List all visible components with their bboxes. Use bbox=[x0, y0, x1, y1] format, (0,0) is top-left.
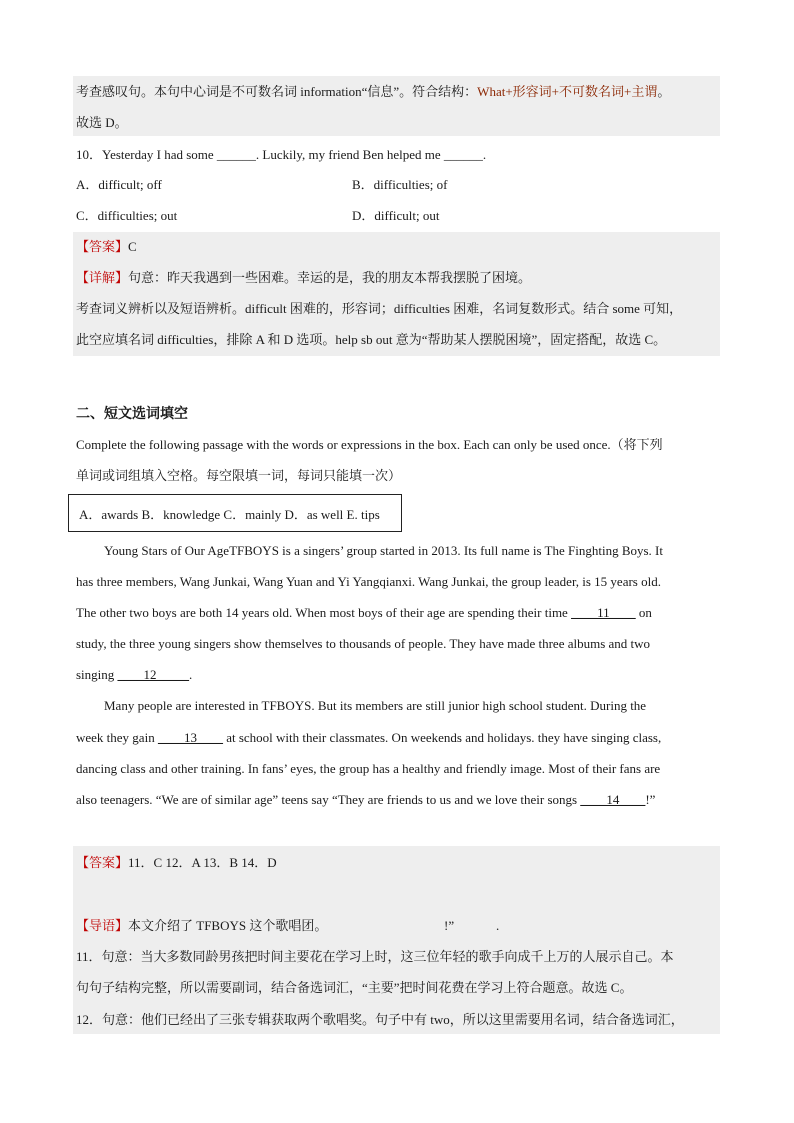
answer-label: 【答案】 bbox=[76, 855, 129, 870]
passage-line: Many people are interested in TFBOYS. But its members are still junior high school student. During the bbox=[104, 698, 647, 713]
passage-line: Young Stars of Our AgeTFBOYS is a singers’ group started in 2013. Its full name is The Finghting Boys. It bbox=[104, 543, 663, 558]
question-10: 10．Yesterday I had some ______. Luckily, my friend Ben helped me ______. bbox=[76, 147, 487, 162]
passage-text: also teenagers. “We are of similar age” teens say “They are friends to us and we love their songs bbox=[76, 792, 581, 807]
instruction-line-1: Complete the following passage with the words or expressions in the box. Each can only be used once.（将下列 bbox=[76, 437, 663, 452]
section-title: 二、短文选词填空 bbox=[76, 406, 188, 422]
blank-14: ____14____ bbox=[580, 792, 646, 807]
detail-line bbox=[76, 268, 531, 288]
option-d: D．difficult; out bbox=[352, 208, 440, 223]
answer-line bbox=[76, 237, 137, 257]
word-box-text: A．awards B．knowledge C．mainly D．as well E. tips bbox=[79, 507, 380, 522]
detail-line-3: 此空应填名词 difficulties，排除 A 和 D 选项。help sb out 意为“帮助某人摆脱困境”，固定搭配，故选 C。 bbox=[76, 332, 667, 347]
blank-11: ____11____ bbox=[571, 605, 636, 620]
passage-line: has three members, Wang Junkai, Wang Yuan and Yi Yangqianxi. Wang Junkai, the group leader, is 15 years old. bbox=[76, 574, 661, 589]
passage-line bbox=[76, 665, 192, 685]
explanation-end: 。 bbox=[657, 84, 671, 99]
passage-line bbox=[76, 790, 655, 810]
passage-line: study, the three young singers show themselves to thousands of people. They have made three albums and two bbox=[76, 636, 651, 651]
detail-text: 句意：昨天我遇到一些困难。幸运的是，我的朋友本帮我摆脱了困境。 bbox=[128, 270, 532, 285]
section2-answer-shade bbox=[73, 846, 720, 1034]
answer-value: C bbox=[128, 239, 137, 254]
explanation-11-line-2: 句句子结构完整，所以需要副词，结合备选词汇，“主要”把时间花费在学习上符合题意。故选 C。 bbox=[76, 980, 633, 995]
passage-text: on bbox=[635, 605, 652, 620]
blank-12: ____12_____ bbox=[117, 667, 190, 682]
passage-text: week they gain bbox=[76, 730, 158, 745]
structure-formula: What+形容词+不可数名词+主谓 bbox=[477, 84, 658, 99]
answer-value: 11．C 12．A 13．B 14．D bbox=[128, 855, 277, 870]
explanation-12-line-1: 12．句意：他们已经出了三张专辑获取两个歌唱奖。句子中有 two，所以这里需要用名词，结合备选词汇， bbox=[76, 1012, 684, 1027]
passage-line bbox=[76, 603, 652, 623]
guide-label: 【导语】 bbox=[76, 918, 129, 933]
detail-line-2: 考查词义辨析以及短语辨析。difficult 困难的，形容词；difficulties 困难，名词复数形式。结合 some 可知， bbox=[76, 301, 683, 316]
guide-stray-mark: . bbox=[496, 918, 500, 933]
word-box bbox=[68, 494, 402, 532]
explanation-line bbox=[76, 82, 670, 102]
passage-text: . bbox=[189, 667, 193, 682]
answer-label: 【答案】 bbox=[76, 239, 129, 254]
explanation-11-line-1: 11．句意：当大多数同龄男孩把时间主要花在学习上时，这三位年轻的歌手向成千上万的人展示自己。本 bbox=[76, 949, 674, 964]
section2-answer-line bbox=[76, 853, 277, 873]
guide-text: 本文介绍了 TFBOYS 这个歌唱团。 bbox=[128, 918, 328, 933]
explanation-text: 考查感叹句。本句中心词是不可数名词 information“信息”。符合结构： bbox=[76, 84, 478, 99]
detail-label: 【详解】 bbox=[76, 270, 129, 285]
passage-line bbox=[76, 728, 661, 748]
blank-13: ____13____ bbox=[157, 730, 223, 745]
explanation-conclusion: 故选 D。 bbox=[76, 115, 128, 130]
option-b: B．difficulties; of bbox=[352, 177, 448, 192]
passage-text: !” bbox=[645, 792, 656, 807]
guide-stray-mark: !” bbox=[444, 918, 455, 933]
instruction-line-2: 单词或词组填入空格。每空限填一词，每词只能填一次） bbox=[76, 468, 402, 483]
passage-text: The other two boys are both 14 years old. When most boys of their age are spending their time bbox=[76, 605, 572, 620]
guide-line bbox=[76, 916, 327, 936]
passage-line: dancing class and other training. In fans’ eyes, the group has a healthy and friendly image. Most of their fans are bbox=[76, 761, 661, 776]
passage-text: at school with their classmates. On weekends and holidays. they have singing class, bbox=[222, 730, 662, 745]
option-a: A．difficult; off bbox=[76, 177, 162, 192]
option-c: C．difficulties; out bbox=[76, 208, 178, 223]
passage-text: singing bbox=[76, 667, 118, 682]
